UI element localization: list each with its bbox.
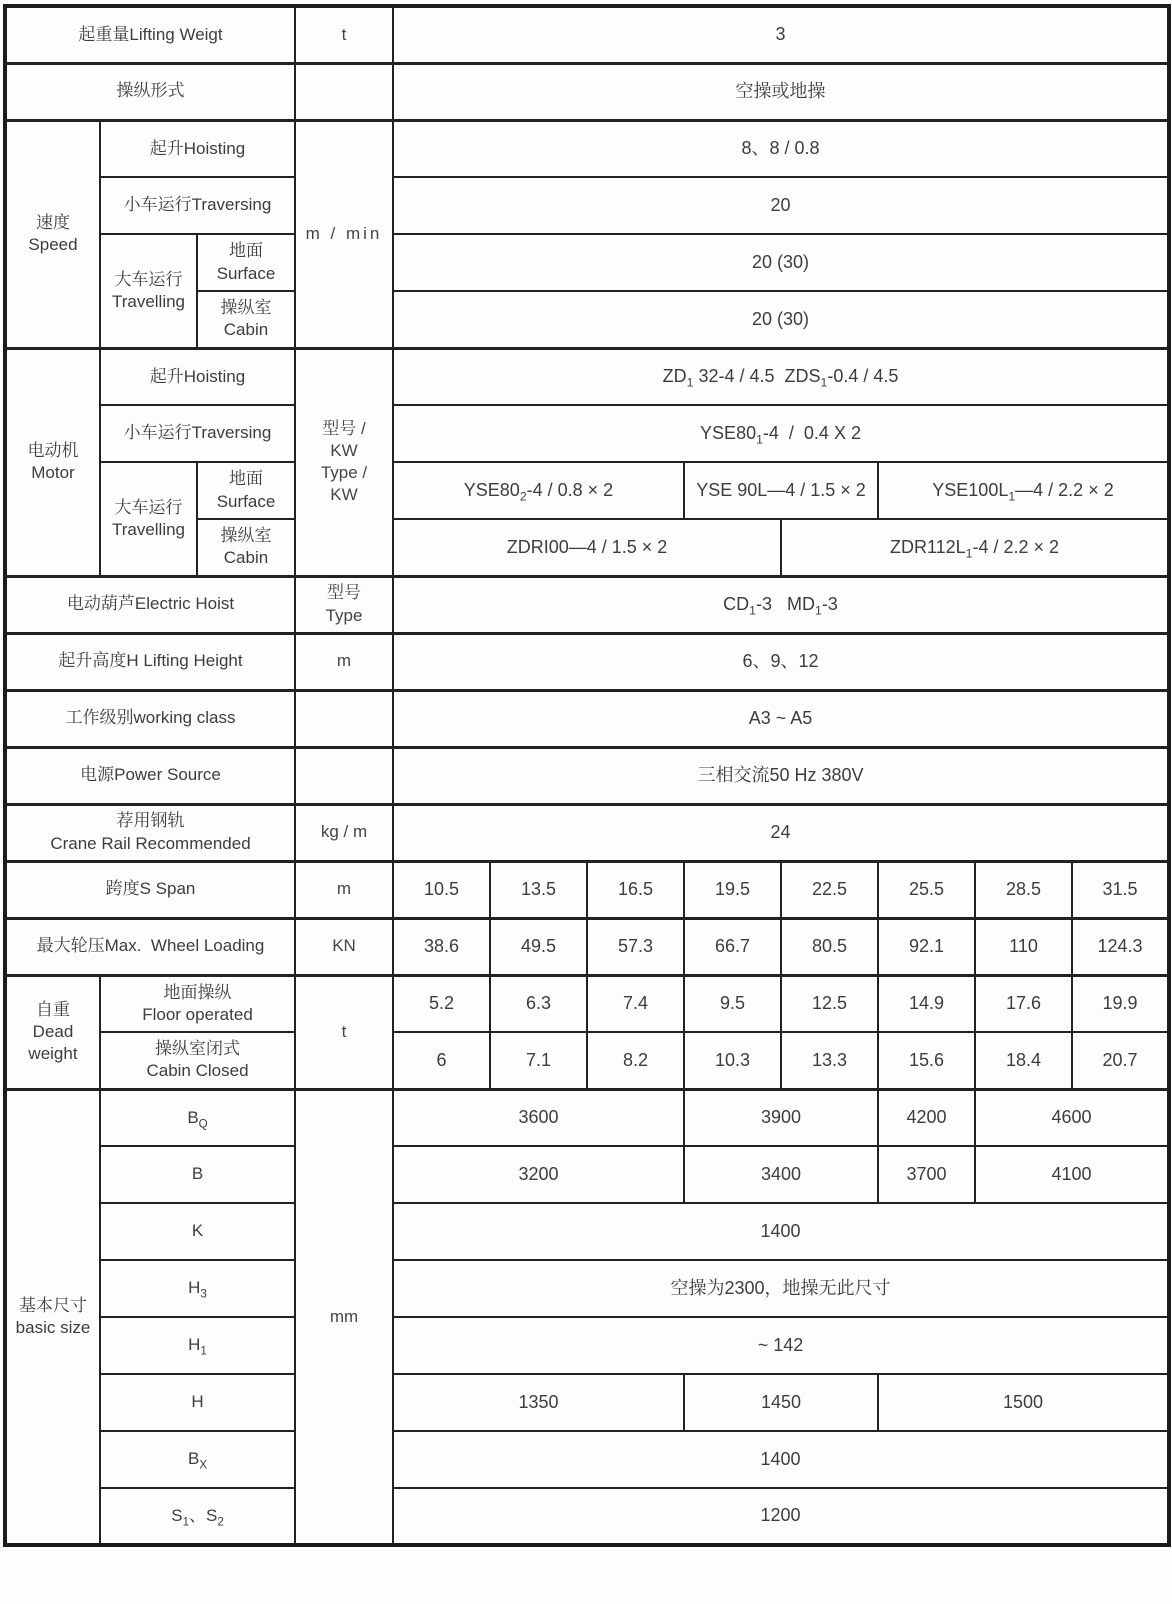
k-value: 1400: [393, 1203, 1169, 1260]
s1s2-label: $S_1$、$S_2$: [100, 1488, 295, 1545]
cabin-closed-value: 10.3: [684, 1032, 781, 1089]
speed-surface-value: 20 (30): [393, 234, 1169, 291]
motor-travelling-label: 大车运行 Travelling: [100, 462, 197, 576]
bq-value: 4600: [975, 1089, 1169, 1146]
cabin-closed-value: 8.2: [587, 1032, 684, 1089]
span-unit: m: [295, 861, 393, 918]
speed-travelling-label: 大车运行 Travelling: [100, 234, 197, 348]
speed-cabin-label: 操纵室 Cabin: [197, 291, 295, 348]
wheel-loading-label: 最大轮压Max. Wheel Loading: [5, 918, 295, 975]
wheel-loading-value: 57.3: [587, 918, 684, 975]
electric-hoist-value: $CD_1-3$ $MD_1-3$: [393, 576, 1169, 633]
power-source-value: 三相交流50 Hz 380V: [393, 747, 1169, 804]
motor-unit: 型号 / KW Type / KW: [295, 348, 393, 576]
motor-group-label: 电动机 Motor: [5, 348, 100, 576]
row-basic-size-bx: [5, 1431, 1169, 1488]
floor-operated-value: 17.6: [975, 975, 1072, 1032]
row-power-source: [5, 747, 1169, 804]
row-wheel-loading: [5, 918, 1169, 975]
cabin-closed-value: 6: [393, 1032, 490, 1089]
floor-operated-value: 12.5: [781, 975, 878, 1032]
motor-hoisting-label: 起升Hoisting: [100, 348, 295, 405]
motor-surface-value-2: YSE 90L—4 / 1.5 × 2: [684, 462, 878, 519]
row-basic-size-bq: [5, 1089, 1169, 1146]
lifting-height-value: 6、9、12: [393, 633, 1169, 690]
h-value: 1350: [393, 1374, 684, 1431]
h1-value: ~ 142: [393, 1317, 1169, 1374]
row-dead-weight-cabin: [5, 1032, 1169, 1089]
motor-surface-value-1: $YSE80_2-4 / 0.8 \times 2$: [393, 462, 684, 519]
motor-surface-value-3: $YSE100L_1—4 / 2.2 \times 2$: [878, 462, 1169, 519]
cabin-closed-value: 7.1: [490, 1032, 587, 1089]
wheel-loading-value: 38.6: [393, 918, 490, 975]
span-label: 跨度S Span: [5, 861, 295, 918]
row-control-mode: [5, 63, 1169, 120]
span-value: 16.5: [587, 861, 684, 918]
b-value: 3400: [684, 1146, 878, 1203]
span-value: 19.5: [684, 861, 781, 918]
wheel-loading-value: 110: [975, 918, 1072, 975]
motor-cabin-value-2: $ZDR112L_1-4 / 2.2 \times 2$: [781, 519, 1169, 576]
speed-surface-label: 地面 Surface: [197, 234, 295, 291]
electric-hoist-label: 电动葫芦Electric Hoist: [5, 576, 295, 633]
bq-value: 3900: [684, 1089, 878, 1146]
row-basic-size-b: [5, 1146, 1169, 1203]
motor-surface-label: 地面 Surface: [197, 462, 295, 519]
span-value: 22.5: [781, 861, 878, 918]
row-basic-size-h: [5, 1374, 1169, 1431]
speed-hoisting-value: 8、8 / 0.8: [393, 120, 1169, 177]
b-value: 3200: [393, 1146, 684, 1203]
floor-operated-label: 地面操纵 Floor operated: [100, 975, 295, 1032]
row-basic-size-k: [5, 1203, 1169, 1260]
h1-label: $H_1$: [100, 1317, 295, 1374]
floor-operated-value: 7.4: [587, 975, 684, 1032]
cabin-closed-label: 操纵室闭式 Cabin Closed: [100, 1032, 295, 1089]
speed-traversing-label: 小车运行Traversing: [100, 177, 295, 234]
working-class-label: 工作级别working class: [5, 690, 295, 747]
control-mode-label: 操纵形式: [5, 63, 295, 120]
span-value: 25.5: [878, 861, 975, 918]
control-mode-unit: [295, 63, 393, 120]
row-crane-rail: [5, 804, 1169, 861]
lifting-weight-value: 3: [393, 6, 1169, 63]
span-value: 31.5: [1072, 861, 1169, 918]
cabin-closed-value: 13.3: [781, 1032, 878, 1089]
speed-hoisting-label: 起升Hoisting: [100, 120, 295, 177]
wheel-loading-value: 124.3: [1072, 918, 1169, 975]
crane-rail-label: 荐用钢轨 Crane Rail Recommended: [5, 804, 295, 861]
wheel-loading-value: 92.1: [878, 918, 975, 975]
lifting-height-label: 起升高度H Lifting Height: [5, 633, 295, 690]
row-span: [5, 861, 1169, 918]
span-value: 28.5: [975, 861, 1072, 918]
floor-operated-value: 6.3: [490, 975, 587, 1032]
bq-value: 3600: [393, 1089, 684, 1146]
floor-operated-value: 5.2: [393, 975, 490, 1032]
k-label: K: [100, 1203, 295, 1260]
floor-operated-value: 14.9: [878, 975, 975, 1032]
row-speed-traversing: [5, 177, 1169, 234]
lifting-height-unit: m: [295, 633, 393, 690]
wheel-loading-unit: KN: [295, 918, 393, 975]
cabin-closed-value: 20.7: [1072, 1032, 1169, 1089]
b-value: 4100: [975, 1146, 1169, 1203]
working-class-value: A3 ~ A5: [393, 690, 1169, 747]
cabin-closed-value: 18.4: [975, 1032, 1072, 1089]
h-label: H: [100, 1374, 295, 1431]
wheel-loading-value: 66.7: [684, 918, 781, 975]
row-motor-travelling-surface: [5, 462, 1169, 519]
row-basic-size-s1s2: [5, 1488, 1169, 1545]
crane-rail-unit: kg / m: [295, 804, 393, 861]
bq-label: $B_Q$: [100, 1089, 295, 1146]
motor-cabin-label: 操纵室 Cabin: [197, 519, 295, 576]
bx-label: $B_X$: [100, 1431, 295, 1488]
row-speed-hoisting: [5, 120, 1169, 177]
span-value: 10.5: [393, 861, 490, 918]
wheel-loading-value: 49.5: [490, 918, 587, 975]
bq-value: 4200: [878, 1089, 975, 1146]
row-basic-size-h3: [5, 1260, 1169, 1317]
h-value: 1450: [684, 1374, 878, 1431]
power-source-unit: [295, 747, 393, 804]
lifting-weight-label: 起重量Lifting Weigt: [5, 6, 295, 63]
electric-hoist-unit: 型号 Type: [295, 576, 393, 633]
cabin-closed-value: 15.6: [878, 1032, 975, 1089]
basic-size-unit: mm: [295, 1089, 393, 1545]
speed-cabin-value: 20 (30): [393, 291, 1169, 348]
floor-operated-value: 9.5: [684, 975, 781, 1032]
speed-traversing-value: 20: [393, 177, 1169, 234]
row-speed-travelling-surface: [5, 234, 1169, 291]
motor-hoisting-value: $ZD_1$ 32-4 / 4.5 $ZDS_1-0.4 / 4.5$: [393, 348, 1169, 405]
row-lifting-weight: [5, 6, 1169, 63]
row-dead-weight-floor: [5, 975, 1169, 1032]
row-electric-hoist: [5, 576, 1169, 633]
lifting-weight-unit: t: [295, 6, 393, 63]
motor-traversing-label: 小车运行Traversing: [100, 405, 295, 462]
row-lifting-height: [5, 633, 1169, 690]
crane-rail-value: 24: [393, 804, 1169, 861]
control-mode-value: 空操或地操: [393, 63, 1169, 120]
motor-cabin-value-1: ZDRI00—4 / 1.5 × 2: [393, 519, 781, 576]
speed-unit: m / min: [295, 120, 393, 348]
working-class-unit: [295, 690, 393, 747]
basic-size-group-label: 基本尺寸 basic size: [5, 1089, 100, 1545]
row-basic-size-h1: [5, 1317, 1169, 1374]
bx-value: 1400: [393, 1431, 1169, 1488]
h3-label: $H_3$: [100, 1260, 295, 1317]
h-value: 1500: [878, 1374, 1169, 1431]
row-motor-traversing: [5, 405, 1169, 462]
wheel-loading-value: 80.5: [781, 918, 878, 975]
b-label: B: [100, 1146, 295, 1203]
dead-weight-unit: t: [295, 975, 393, 1089]
row-working-class: [5, 690, 1169, 747]
motor-traversing-value: $YSE80_1-4 / 0.4$ X 2: [393, 405, 1169, 462]
b-value: 3700: [878, 1146, 975, 1203]
crane-spec-table: [3, 4, 1171, 1547]
dead-weight-group-label: 自重 Dead weight: [5, 975, 100, 1089]
span-value: 13.5: [490, 861, 587, 918]
s1s2-value: 1200: [393, 1488, 1169, 1545]
row-motor-hoisting: [5, 348, 1169, 405]
power-source-label: 电源Power Source: [5, 747, 295, 804]
floor-operated-value: 19.9: [1072, 975, 1169, 1032]
h3-value: 空操为2300，地操无此尺寸: [393, 1260, 1169, 1317]
speed-group-label: 速度 Speed: [5, 120, 100, 348]
